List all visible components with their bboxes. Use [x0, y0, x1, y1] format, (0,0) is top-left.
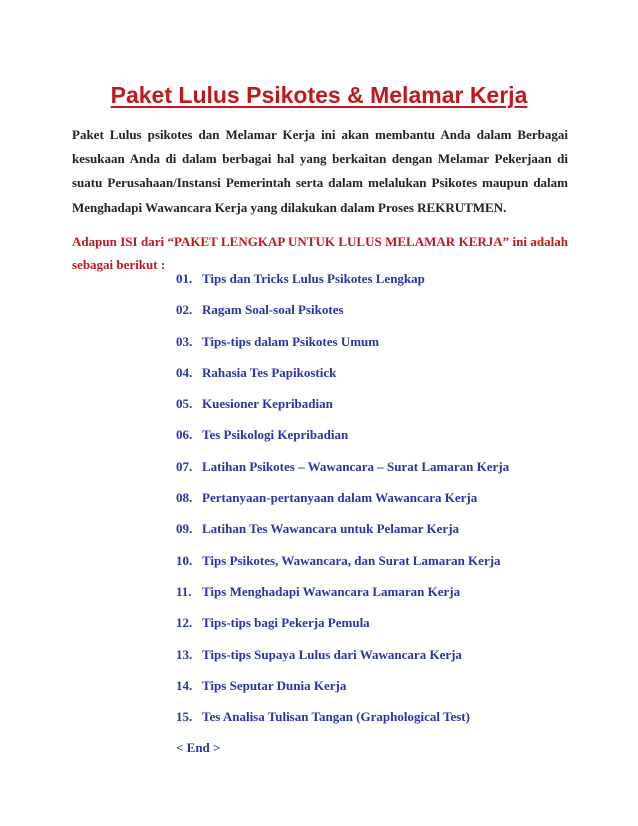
list-item-text: Tes Psikologi Kepribadian: [202, 427, 349, 443]
list-item-number: 13.: [176, 646, 193, 662]
list-item-text: Tips-tips bagi Pekerja Pemula: [202, 615, 370, 631]
list-item-text: Tips Menghadapi Wawancara Lamaran Kerja: [202, 583, 461, 599]
list-item-text: Kuesioner Kepribadian: [202, 396, 333, 412]
list-lead-paragraph: Adapun ISI dari “PAKET LENGKAP UNTUK LULUS MELAMAR KERJA” ini adalah sebagai berikut :: [72, 234, 568, 272]
list-item: [176, 708, 509, 739]
list-item: [176, 677, 509, 708]
list-item-number: 07.: [176, 458, 193, 474]
list-item-number: 04.: [176, 364, 193, 380]
list-item: [176, 583, 509, 614]
list-item: [176, 520, 509, 551]
list-item: [176, 646, 509, 677]
document-title: [0, 80, 638, 110]
list-item-number: 05.: [176, 396, 193, 412]
list-item-text: Tips Seputar Dunia Kerja: [202, 677, 347, 693]
list-item-text: Tes Analisa Tulisan Tangan (Graphological Test): [202, 709, 470, 725]
list-item-text: Tips-tips Supaya Lulus dari Wawancara Kerja: [202, 646, 462, 662]
list-item-text: Rahasia Tes Papikostick: [202, 364, 337, 380]
list-item-text: Tips Psikotes, Wawancara, dan Surat Lamaran Kerja: [202, 552, 501, 568]
list-item-number: 10.: [176, 552, 193, 568]
list-item: [176, 270, 509, 301]
list-item-number: 06.: [176, 427, 193, 443]
contents-list: [176, 270, 509, 771]
list-item-text: Latihan Psikotes – Wawancara – Surat Lamaran Kerja: [202, 458, 510, 474]
list-item: [176, 364, 509, 395]
list-item-text: Tips dan Tricks Lulus Psikotes Lengkap: [202, 271, 425, 286]
list-item-text: Ragam Soal-soal Psikotes: [202, 302, 344, 318]
list-item: [176, 614, 509, 645]
end-marker: < End >: [176, 740, 221, 756]
list-item-text: Pertanyaan-pertanyaan dalam Wawancara Kerja: [202, 490, 478, 506]
list-item: [176, 333, 509, 364]
list-item-number: 01.: [176, 271, 193, 286]
intro-paragraph: Paket Lulus psikotes dan Melamar Kerja ini akan membantu Anda dalam Berbagai kesukaan Anda di dalam berbagai hal yang berkaitan dengan Melamar Pekerjaan di suatu Perusahaan/Instansi Pemerintah serta dalam melalukan Psikotes maupun dalam Menghadapi Wawancara Kerja yang dilakukan dalam Proses REKRUTMEN.: [72, 127, 568, 215]
list-item-text: Latihan Tes Wawancara untuk Pelamar Kerja: [202, 521, 460, 537]
list-item-number: 08.: [176, 490, 193, 506]
list-item-number: 02.: [176, 302, 193, 318]
list-item: [176, 458, 509, 489]
list-item: [176, 301, 509, 332]
list-item: [176, 552, 509, 583]
list-item: [176, 489, 509, 520]
document-title-text: Paket Lulus Psikotes & Melamar Kerja: [110, 82, 528, 108]
list-item-number: 15.: [176, 709, 193, 725]
list-item-text: Tips-tips dalam Psikotes Umum: [202, 333, 380, 349]
list-item-number: 11.: [176, 583, 192, 599]
list-item-number: 03.: [176, 333, 193, 349]
list-item-number: 09.: [176, 521, 193, 537]
list-item: [176, 395, 509, 426]
list-item-number: 14.: [176, 677, 193, 693]
list-item: [176, 426, 509, 457]
list-item-number: 12.: [176, 615, 193, 631]
